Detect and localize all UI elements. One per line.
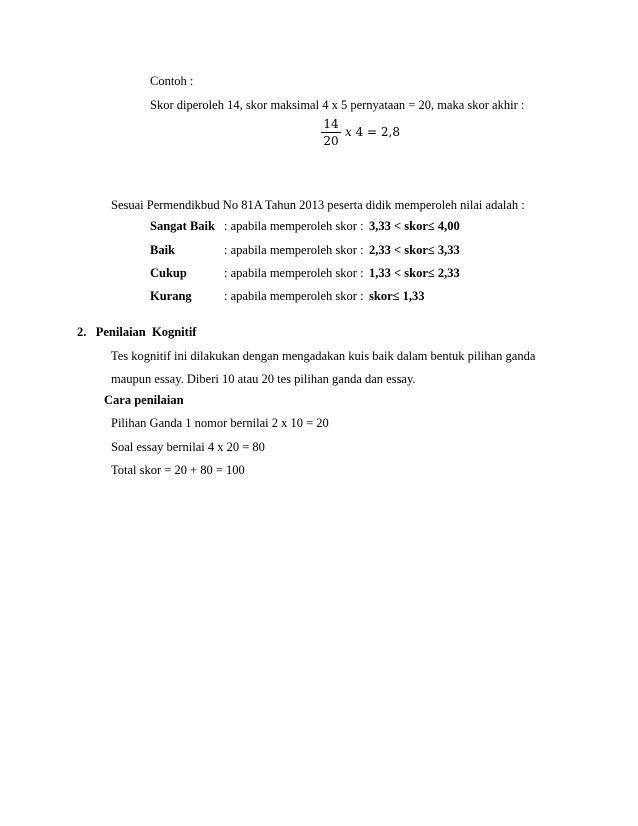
scoring-line: Total skor = 20 + 80 = 100 — [111, 463, 245, 477]
grade-desc: : apabila memperoleh skor : — [224, 289, 364, 303]
formula-variable: x — [345, 125, 352, 139]
formula-result — [345, 125, 400, 139]
paragraph-line: maupun essay. Diberi 10 atau 20 tes pilihan ganda dan essay. — [111, 372, 416, 386]
contoh-heading: Contoh : — [150, 74, 194, 88]
paragraph-line: Tes kognitif ini dilakukan dengan mengadakan kuis baik dalam bentuk pilihan ganda — [111, 349, 536, 363]
grade-desc: : apabila memperoleh skor : — [224, 243, 364, 257]
grade-desc: : apabila memperoleh skor : — [224, 266, 364, 280]
permendikbud-intro: Sesuai Permendikbud No 81A Tahun 2013 peserta didik memperoleh nilai adalah : — [111, 198, 525, 212]
cara-penilaian-heading: Cara penilaian — [104, 393, 184, 407]
fraction-denominator: 20 — [323, 134, 339, 148]
grade-range: 1,33 < skor≤ 2,33 — [369, 266, 460, 280]
formula-rest: 4 = 2,8 — [351, 125, 400, 139]
grade-label: Sangat Baik — [150, 219, 215, 233]
section-heading: 2. Penilaian Kognitif — [77, 325, 197, 339]
fraction-numerator: 14 — [323, 117, 339, 131]
formula-fraction — [320, 117, 342, 148]
grade-label: Kurang — [150, 289, 192, 303]
grade-range: 2,33 < skor≤ 3,33 — [369, 243, 460, 257]
scoring-line: Pilihan Ganda 1 nomor bernilai 2 x 10 = 20 — [111, 416, 329, 430]
fraction-bar — [321, 132, 341, 133]
grade-desc: : apabila memperoleh skor : — [224, 219, 364, 233]
grade-label: Cukup — [150, 266, 187, 280]
grade-label: Baik — [150, 243, 176, 257]
contoh-line: Skor diperoleh 14, skor maksimal 4 x 5 pernyataan = 20, maka skor akhir : — [150, 98, 525, 112]
grade-range: 3,33 < skor≤ 4,00 — [369, 219, 460, 233]
scoring-line: Soal essay bernilai 4 x 20 = 80 — [111, 440, 265, 454]
grade-range: skor≤ 1,33 — [369, 289, 425, 303]
